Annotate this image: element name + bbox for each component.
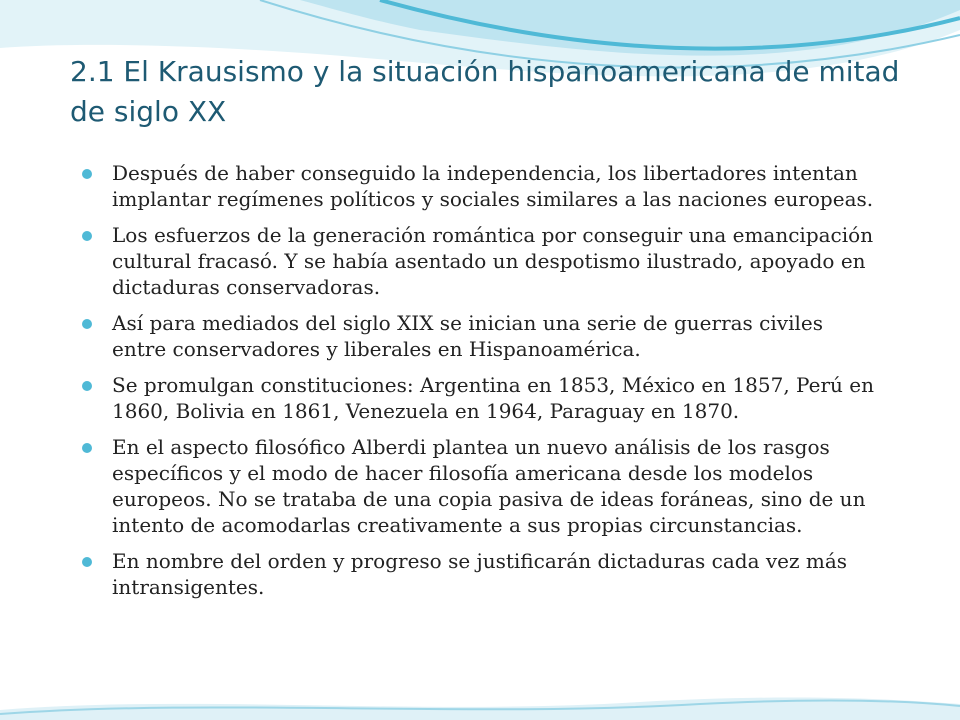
bullet-item bbox=[82, 160, 882, 212]
bullet-text: En nombre del orden y progreso se justificarán dictaduras cada vez más intransigentes. bbox=[112, 549, 848, 599]
bullet-text: Se promulgan constituciones: Argentina en 1853, México en 1857, Perú en 1860, Bolivia en 1861, Venezuela en 1964, Paraguay en 1870. bbox=[112, 373, 874, 423]
bullet-dot-icon bbox=[82, 557, 92, 567]
bullet-dot-icon bbox=[82, 231, 92, 241]
bullet-text: En el aspecto filosófico Alberdi plantea un nuevo análisis de los rasgos específicos y el modo de hacer filosofía americana desde los modelos europeos. No se trataba de una copia pasiva de ideas foráneas, sino de un intento de acomodarlas creativamente a sus propias circunstancias. bbox=[112, 435, 866, 537]
bullet-item bbox=[82, 548, 882, 600]
bullet-dot-icon bbox=[82, 443, 92, 453]
bullet-list bbox=[82, 160, 882, 610]
bullet-dot-icon bbox=[82, 381, 92, 391]
slide-title: 2.1 El Krausismo y la situación hispanoamericana de mitad de siglo XX bbox=[70, 55, 900, 128]
bullet-item bbox=[82, 434, 882, 538]
bullet-item bbox=[82, 310, 882, 362]
bullet-text: Así para mediados del siglo XIX se inician una serie de guerras civiles entre conservadores y liberales en Hispanoamérica. bbox=[112, 311, 823, 361]
bullet-dot-icon bbox=[82, 169, 92, 179]
bullet-text: Después de haber conseguido la independencia, los libertadores intentan implantar regímenes políticos y sociales similares a las naciones europeas. bbox=[112, 161, 874, 211]
footer-wave-decoration bbox=[0, 690, 960, 720]
bullet-text: Los esfuerzos de la generación romántica por conseguir una emancipación cultural fracasó. Y se había asentado un despotismo ilustrado, apoyado en dictaduras conservadoras. bbox=[112, 223, 874, 299]
bullet-item bbox=[82, 372, 882, 424]
bullet-item bbox=[82, 222, 882, 300]
bullet-dot-icon bbox=[82, 319, 92, 329]
